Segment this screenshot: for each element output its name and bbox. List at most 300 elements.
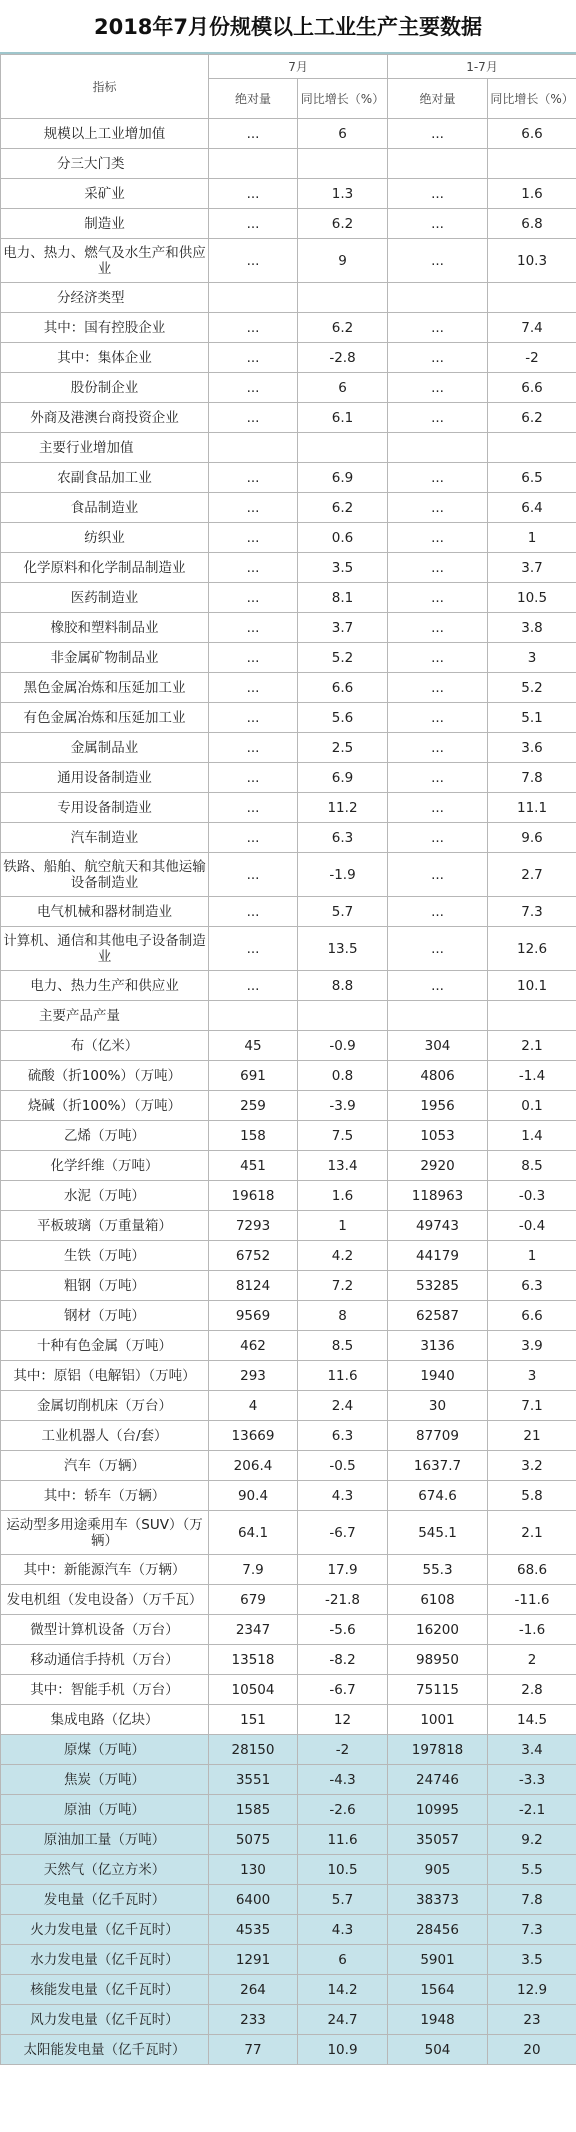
row-label: 移动通信手持机（万台） xyxy=(1,1645,209,1675)
jul-yoy: 6.9 xyxy=(298,763,388,793)
janjul-value: 304 xyxy=(388,1031,488,1061)
janjul-value: 49743 xyxy=(388,1211,488,1241)
jul-value: 5075 xyxy=(209,1825,298,1855)
jul-yoy: 7.2 xyxy=(298,1271,388,1301)
janjul-value: 16200 xyxy=(388,1615,488,1645)
table-row xyxy=(1,1481,576,1511)
row-label: 钢材（万吨） xyxy=(1,1301,209,1331)
table-row xyxy=(1,927,576,971)
table-row xyxy=(1,553,576,583)
janjul-value: 87709 xyxy=(388,1421,488,1451)
jul-yoy: 1 xyxy=(298,1211,388,1241)
row-label: 主要产品产量 xyxy=(1,1001,209,1031)
jul-value: ... xyxy=(209,763,298,793)
jul-yoy: 8 xyxy=(298,1301,388,1331)
janjul-yoy: 5.2 xyxy=(488,673,576,703)
janjul-value: ... xyxy=(388,703,488,733)
row-label: 微型计算机设备（万台） xyxy=(1,1615,209,1645)
janjul-yoy: 2.1 xyxy=(488,1511,576,1555)
jul-header: 7月 xyxy=(209,55,388,79)
table-row xyxy=(1,433,576,463)
jul-value: 28150 xyxy=(209,1735,298,1765)
janjul-yoy: 6.2 xyxy=(488,403,576,433)
jul-yoy: 3.7 xyxy=(298,613,388,643)
jul-value: 6400 xyxy=(209,1885,298,1915)
janjul-value: ... xyxy=(388,971,488,1001)
janjul-yoy: 3.7 xyxy=(488,553,576,583)
row-label: 焦炭（万吨） xyxy=(1,1765,209,1795)
row-label: 采矿业 xyxy=(1,179,209,209)
janjul-value: ... xyxy=(388,403,488,433)
janjul-value: ... xyxy=(388,493,488,523)
jul-yoy: 0.8 xyxy=(298,1061,388,1091)
janjul-value: ... xyxy=(388,119,488,149)
row-label: 其中：国有控股企业 xyxy=(1,313,209,343)
table-row xyxy=(1,2035,576,2065)
jul-value xyxy=(209,149,298,179)
janjul-yoy: 12.9 xyxy=(488,1975,576,2005)
jul-yoy: 4.3 xyxy=(298,1481,388,1511)
table-row xyxy=(1,1181,576,1211)
table-row xyxy=(1,1615,576,1645)
janjul-yoy: 10.1 xyxy=(488,971,576,1001)
row-label: 主要行业增加值 xyxy=(1,433,209,463)
jul-value: ... xyxy=(209,523,298,553)
janjul-yoy: 14.5 xyxy=(488,1705,576,1735)
jul-value: 13518 xyxy=(209,1645,298,1675)
janjul-value: ... xyxy=(388,897,488,927)
jul-value: ... xyxy=(209,373,298,403)
row-label: 发电量（亿千瓦时） xyxy=(1,1885,209,1915)
jul-yoy: 11.2 xyxy=(298,793,388,823)
row-label: 外商及港澳台商投资企业 xyxy=(1,403,209,433)
janjul-yoy: -1.6 xyxy=(488,1615,576,1645)
row-label: 股份制企业 xyxy=(1,373,209,403)
janjul-value: 24746 xyxy=(388,1765,488,1795)
janjul-value: 3136 xyxy=(388,1331,488,1361)
jul-yoy: 5.7 xyxy=(298,1885,388,1915)
janjul-value: ... xyxy=(388,209,488,239)
janjul-yoy xyxy=(488,433,576,463)
janjul-value: 1564 xyxy=(388,1975,488,2005)
jul-value: 259 xyxy=(209,1091,298,1121)
jul-yoy xyxy=(298,149,388,179)
janjul-value: 905 xyxy=(388,1855,488,1885)
table-row xyxy=(1,149,576,179)
janjul-yoy: 2 xyxy=(488,1645,576,1675)
table-row xyxy=(1,613,576,643)
table-row xyxy=(1,179,576,209)
jul-value: 77 xyxy=(209,2035,298,2065)
janjul-yoy: -0.3 xyxy=(488,1181,576,1211)
jul-value: ... xyxy=(209,643,298,673)
janjul-value: ... xyxy=(388,793,488,823)
jul-value: ... xyxy=(209,313,298,343)
janjul-value: 62587 xyxy=(388,1301,488,1331)
table-row xyxy=(1,1301,576,1331)
jul-value xyxy=(209,283,298,313)
janjul-value: 38373 xyxy=(388,1885,488,1915)
row-label: 医药制造业 xyxy=(1,583,209,613)
jul-yoy: 6.2 xyxy=(298,493,388,523)
table-row xyxy=(1,583,576,613)
jul-yoy: 3.5 xyxy=(298,553,388,583)
jul-yoy: 2.5 xyxy=(298,733,388,763)
table-row xyxy=(1,373,576,403)
jul-value: 1291 xyxy=(209,1945,298,1975)
jul-yoy: 9 xyxy=(298,239,388,283)
jul-value: 679 xyxy=(209,1585,298,1615)
row-label: 规模以上工业增加值 xyxy=(1,119,209,149)
table-row xyxy=(1,703,576,733)
janjul-header: 1-7月 xyxy=(388,55,576,79)
table-row xyxy=(1,523,576,553)
jul-yoy: -3.9 xyxy=(298,1091,388,1121)
yoy-header: 同比增长（%） xyxy=(298,79,388,119)
janjul-yoy: 7.1 xyxy=(488,1391,576,1421)
janjul-value: 28456 xyxy=(388,1915,488,1945)
table-row xyxy=(1,853,576,897)
data-table xyxy=(0,54,576,2065)
jul-yoy: 1.3 xyxy=(298,179,388,209)
row-label: 铁路、船舶、航空航天和其他运输设备制造业 xyxy=(1,853,209,897)
jul-yoy: 1.6 xyxy=(298,1181,388,1211)
janjul-value: 2920 xyxy=(388,1151,488,1181)
jul-yoy: -2.8 xyxy=(298,343,388,373)
jul-yoy: 6.9 xyxy=(298,463,388,493)
table-row xyxy=(1,793,576,823)
jul-yoy xyxy=(298,1001,388,1031)
janjul-value: 1053 xyxy=(388,1121,488,1151)
table-row xyxy=(1,971,576,1001)
janjul-yoy: 6.4 xyxy=(488,493,576,523)
table-row xyxy=(1,673,576,703)
janjul-yoy: 3 xyxy=(488,643,576,673)
jul-value: 1585 xyxy=(209,1795,298,1825)
table-row xyxy=(1,1855,576,1885)
janjul-value: 30 xyxy=(388,1391,488,1421)
jul-yoy: 5.6 xyxy=(298,703,388,733)
row-label: 其中：轿车（万辆） xyxy=(1,1481,209,1511)
row-label: 布（亿米） xyxy=(1,1031,209,1061)
jul-value: 7293 xyxy=(209,1211,298,1241)
row-label: 风力发电量（亿千瓦时） xyxy=(1,2005,209,2035)
jul-yoy: 11.6 xyxy=(298,1361,388,1391)
table-row xyxy=(1,1975,576,2005)
table-row xyxy=(1,313,576,343)
jul-yoy: 24.7 xyxy=(298,2005,388,2035)
row-label: 化学纤维（万吨） xyxy=(1,1151,209,1181)
row-label: 天然气（亿立方米） xyxy=(1,1855,209,1885)
row-label: 食品制造业 xyxy=(1,493,209,523)
jul-value: 2347 xyxy=(209,1615,298,1645)
table-row xyxy=(1,1031,576,1061)
janjul-value xyxy=(388,283,488,313)
jul-value: 264 xyxy=(209,1975,298,2005)
jul-value: 130 xyxy=(209,1855,298,1885)
janjul-value: 118963 xyxy=(388,1181,488,1211)
jul-yoy: 6.3 xyxy=(298,823,388,853)
janjul-yoy: 7.3 xyxy=(488,1915,576,1945)
jul-yoy: 8.1 xyxy=(298,583,388,613)
jul-yoy: 5.7 xyxy=(298,897,388,927)
janjul-value: 1956 xyxy=(388,1091,488,1121)
jul-value: 19618 xyxy=(209,1181,298,1211)
jul-value: 45 xyxy=(209,1031,298,1061)
janjul-value: 75115 xyxy=(388,1675,488,1705)
table-row xyxy=(1,1825,576,1855)
janjul-yoy: 8.5 xyxy=(488,1151,576,1181)
jul-value: 3551 xyxy=(209,1765,298,1795)
indicator-header: 指标 xyxy=(1,55,209,119)
jul-value: ... xyxy=(209,209,298,239)
janjul-yoy: 23 xyxy=(488,2005,576,2035)
janjul-yoy: 10.5 xyxy=(488,583,576,613)
janjul-yoy: 21 xyxy=(488,1421,576,1451)
jul-value: 158 xyxy=(209,1121,298,1151)
janjul-value: ... xyxy=(388,373,488,403)
janjul-yoy: 5.5 xyxy=(488,1855,576,1885)
jul-value: ... xyxy=(209,239,298,283)
jul-yoy: -2 xyxy=(298,1735,388,1765)
jul-value: ... xyxy=(209,927,298,971)
jul-value: 9569 xyxy=(209,1301,298,1331)
jul-value: ... xyxy=(209,853,298,897)
janjul-yoy: 7.8 xyxy=(488,1885,576,1915)
janjul-value: ... xyxy=(388,239,488,283)
jul-yoy: 6.2 xyxy=(298,313,388,343)
jul-yoy: -8.2 xyxy=(298,1645,388,1675)
janjul-yoy: 2.7 xyxy=(488,853,576,897)
janjul-value: ... xyxy=(388,553,488,583)
janjul-value: 35057 xyxy=(388,1825,488,1855)
table-row xyxy=(1,1585,576,1615)
janjul-yoy: 68.6 xyxy=(488,1555,576,1585)
row-label: 化学原料和化学制品制造业 xyxy=(1,553,209,583)
jul-value: ... xyxy=(209,673,298,703)
janjul-value: ... xyxy=(388,673,488,703)
table-row xyxy=(1,1271,576,1301)
jul-value: ... xyxy=(209,119,298,149)
jul-yoy xyxy=(298,283,388,313)
jul-yoy: -4.3 xyxy=(298,1765,388,1795)
jul-value: ... xyxy=(209,971,298,1001)
table-row xyxy=(1,2005,576,2035)
janjul-yoy: -3.3 xyxy=(488,1765,576,1795)
jul-yoy: -0.5 xyxy=(298,1451,388,1481)
row-label: 核能发电量（亿千瓦时） xyxy=(1,1975,209,2005)
janjul-yoy: 9.2 xyxy=(488,1825,576,1855)
jul-yoy: 6 xyxy=(298,1945,388,1975)
yoy-header: 同比增长（%） xyxy=(488,79,576,119)
jul-value: 206.4 xyxy=(209,1451,298,1481)
jul-value: 4 xyxy=(209,1391,298,1421)
row-label: 粗钢（万吨） xyxy=(1,1271,209,1301)
janjul-yoy: 6.6 xyxy=(488,1301,576,1331)
janjul-value: 10995 xyxy=(388,1795,488,1825)
table-row xyxy=(1,463,576,493)
jul-value: ... xyxy=(209,493,298,523)
row-label: 运动型多用途乘用车（SUV）（万辆） xyxy=(1,1511,209,1555)
table-row xyxy=(1,823,576,853)
row-label: 集成电路（亿块） xyxy=(1,1705,209,1735)
jul-yoy: 2.4 xyxy=(298,1391,388,1421)
janjul-value xyxy=(388,149,488,179)
row-label: 发电机组（发电设备）（万千瓦） xyxy=(1,1585,209,1615)
janjul-yoy: 11.1 xyxy=(488,793,576,823)
janjul-value: 197818 xyxy=(388,1735,488,1765)
jul-value: 293 xyxy=(209,1361,298,1391)
janjul-yoy: 1.6 xyxy=(488,179,576,209)
jul-yoy: 4.3 xyxy=(298,1915,388,1945)
jul-yoy: 6.2 xyxy=(298,209,388,239)
jul-yoy: 6.3 xyxy=(298,1421,388,1451)
jul-value: 7.9 xyxy=(209,1555,298,1585)
jul-yoy: 6.6 xyxy=(298,673,388,703)
janjul-value: 6108 xyxy=(388,1585,488,1615)
table-row xyxy=(1,1151,576,1181)
table-row xyxy=(1,1001,576,1031)
table-row xyxy=(1,1331,576,1361)
janjul-yoy: 6.5 xyxy=(488,463,576,493)
janjul-yoy: -11.6 xyxy=(488,1585,576,1615)
row-label: 金属切削机床（万台） xyxy=(1,1391,209,1421)
janjul-value: 1940 xyxy=(388,1361,488,1391)
jul-value: 4535 xyxy=(209,1915,298,1945)
row-label: 平板玻璃（万重量箱） xyxy=(1,1211,209,1241)
table-row xyxy=(1,1361,576,1391)
jul-yoy: 8.5 xyxy=(298,1331,388,1361)
janjul-value xyxy=(388,433,488,463)
jul-value: 13669 xyxy=(209,1421,298,1451)
jul-yoy: -5.6 xyxy=(298,1615,388,1645)
table-row xyxy=(1,343,576,373)
janjul-yoy: 1 xyxy=(488,523,576,553)
janjul-value xyxy=(388,1001,488,1031)
janjul-value: ... xyxy=(388,313,488,343)
table-row xyxy=(1,283,576,313)
row-label: 农副食品加工业 xyxy=(1,463,209,493)
janjul-yoy: -2.1 xyxy=(488,1795,576,1825)
janjul-yoy: 7.8 xyxy=(488,763,576,793)
jul-value: ... xyxy=(209,343,298,373)
row-label: 汽车制造业 xyxy=(1,823,209,853)
row-label: 计算机、通信和其他电子设备制造业 xyxy=(1,927,209,971)
table-row xyxy=(1,1885,576,1915)
janjul-value: ... xyxy=(388,343,488,373)
jul-value: 151 xyxy=(209,1705,298,1735)
row-label: 电力、热力生产和供应业 xyxy=(1,971,209,1001)
janjul-yoy: 6.3 xyxy=(488,1271,576,1301)
janjul-yoy: 1 xyxy=(488,1241,576,1271)
table-row xyxy=(1,1061,576,1091)
jul-value: 6752 xyxy=(209,1241,298,1271)
janjul-value: ... xyxy=(388,179,488,209)
janjul-yoy: 3.9 xyxy=(488,1331,576,1361)
jul-yoy: 5.2 xyxy=(298,643,388,673)
janjul-value: ... xyxy=(388,823,488,853)
jul-yoy: 4.2 xyxy=(298,1241,388,1271)
janjul-yoy: 3.8 xyxy=(488,613,576,643)
table-row xyxy=(1,1645,576,1675)
janjul-yoy: 10.3 xyxy=(488,239,576,283)
jul-yoy: -2.6 xyxy=(298,1795,388,1825)
janjul-yoy: 2.8 xyxy=(488,1675,576,1705)
janjul-yoy: -1.4 xyxy=(488,1061,576,1091)
janjul-yoy: -0.4 xyxy=(488,1211,576,1241)
jul-yoy: 12 xyxy=(298,1705,388,1735)
row-label: 专用设备制造业 xyxy=(1,793,209,823)
jul-value: 691 xyxy=(209,1061,298,1091)
janjul-yoy: 5.1 xyxy=(488,703,576,733)
janjul-yoy: 20 xyxy=(488,2035,576,2065)
jul-value: ... xyxy=(209,703,298,733)
row-label: 乙烯（万吨） xyxy=(1,1121,209,1151)
row-label: 水泥（万吨） xyxy=(1,1181,209,1211)
janjul-value: ... xyxy=(388,733,488,763)
table-row xyxy=(1,763,576,793)
table-row xyxy=(1,643,576,673)
table-row xyxy=(1,1241,576,1271)
jul-yoy: 10.9 xyxy=(298,2035,388,2065)
row-label: 橡胶和塑料制品业 xyxy=(1,613,209,643)
table-row xyxy=(1,1735,576,1765)
janjul-value: ... xyxy=(388,763,488,793)
janjul-yoy: 3.4 xyxy=(488,1735,576,1765)
row-label: 工业机器人（台/套） xyxy=(1,1421,209,1451)
janjul-yoy: 6.8 xyxy=(488,209,576,239)
page-title: 2018年7月份规模以上工业生产主要数据 xyxy=(0,0,576,54)
table-row xyxy=(1,1795,576,1825)
janjul-value: ... xyxy=(388,613,488,643)
row-label: 其中：集体企业 xyxy=(1,343,209,373)
jul-yoy xyxy=(298,433,388,463)
row-label: 非金属矿物制品业 xyxy=(1,643,209,673)
jul-yoy: 10.5 xyxy=(298,1855,388,1885)
jul-yoy: 0.6 xyxy=(298,523,388,553)
janjul-yoy xyxy=(488,1001,576,1031)
jul-value: ... xyxy=(209,897,298,927)
table-row xyxy=(1,239,576,283)
janjul-value: 504 xyxy=(388,2035,488,2065)
row-label: 汽车（万辆） xyxy=(1,1451,209,1481)
jul-value: 90.4 xyxy=(209,1481,298,1511)
row-label: 电气机械和器材制造业 xyxy=(1,897,209,927)
jul-value: ... xyxy=(209,403,298,433)
janjul-value: ... xyxy=(388,643,488,673)
janjul-value: ... xyxy=(388,583,488,613)
jul-yoy: 13.4 xyxy=(298,1151,388,1181)
jul-value xyxy=(209,1001,298,1031)
row-label: 原油加工量（万吨） xyxy=(1,1825,209,1855)
janjul-yoy: -2 xyxy=(488,343,576,373)
table-row xyxy=(1,1121,576,1151)
janjul-value: 545.1 xyxy=(388,1511,488,1555)
janjul-yoy: 1.4 xyxy=(488,1121,576,1151)
jul-yoy: -6.7 xyxy=(298,1511,388,1555)
table-row xyxy=(1,1421,576,1451)
jul-yoy: -6.7 xyxy=(298,1675,388,1705)
row-label: 其中：新能源汽车（万辆） xyxy=(1,1555,209,1585)
jul-yoy: -0.9 xyxy=(298,1031,388,1061)
jul-yoy: 8.8 xyxy=(298,971,388,1001)
jul-yoy: 14.2 xyxy=(298,1975,388,2005)
table-row xyxy=(1,1211,576,1241)
table-row xyxy=(1,209,576,239)
janjul-value: 674.6 xyxy=(388,1481,488,1511)
janjul-value: ... xyxy=(388,853,488,897)
jul-yoy: 11.6 xyxy=(298,1825,388,1855)
